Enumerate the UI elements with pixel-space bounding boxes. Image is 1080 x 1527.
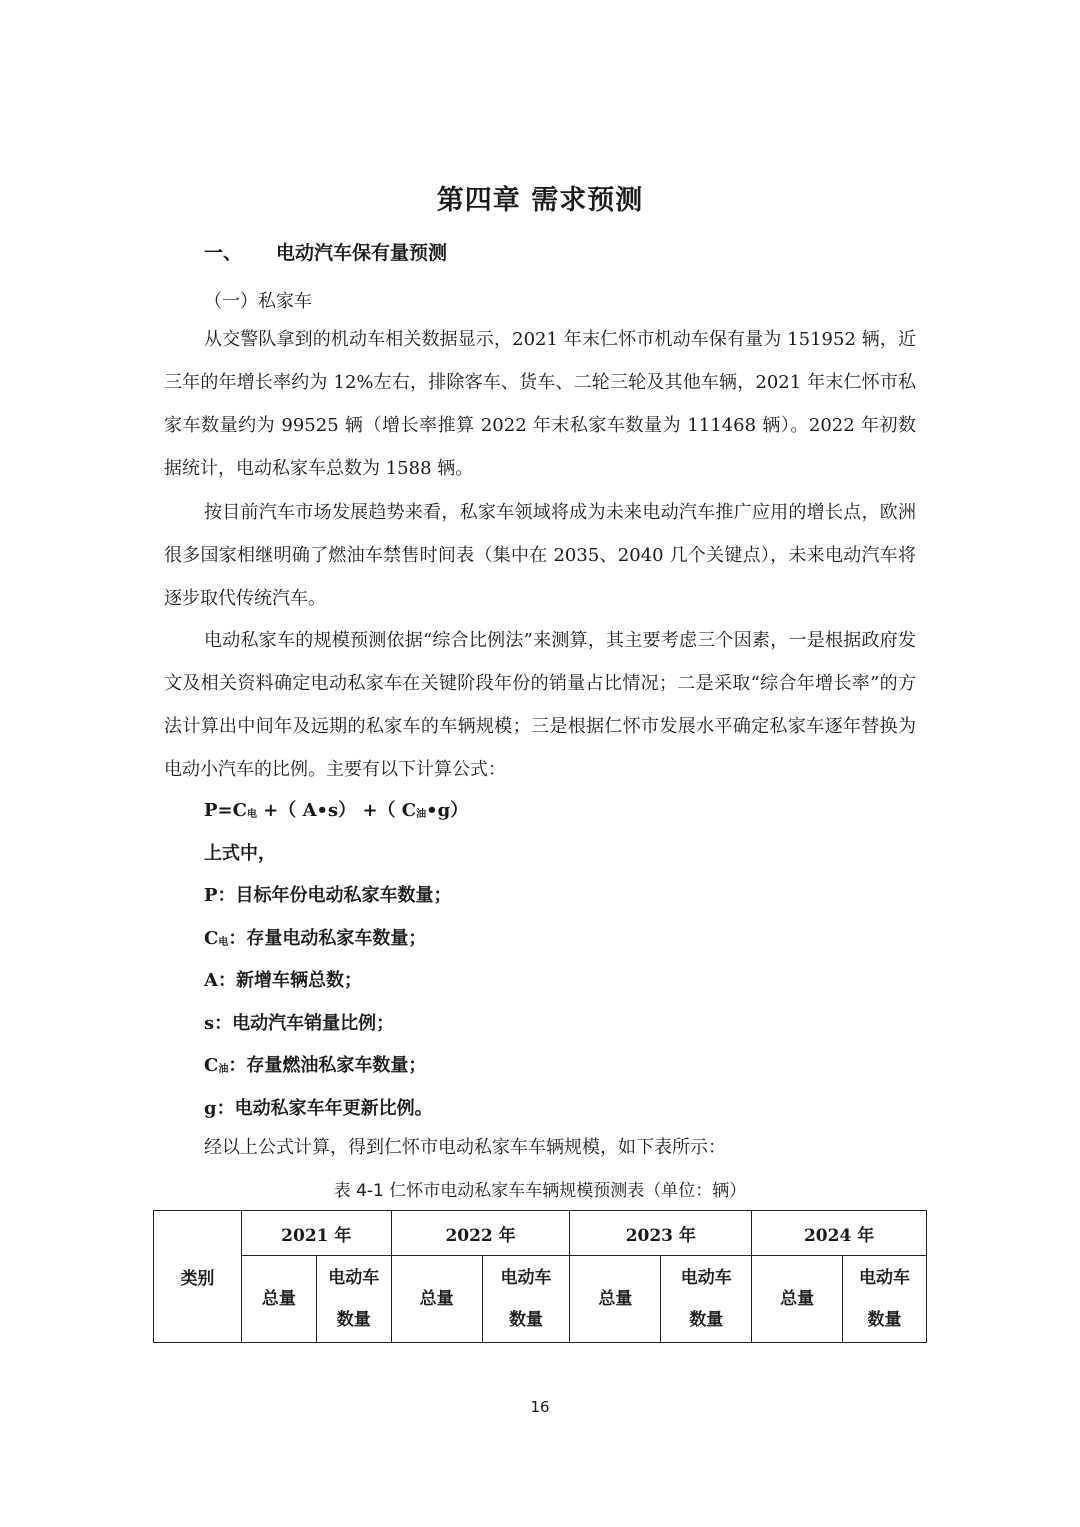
forecast-table: [153, 1210, 927, 1343]
year-header: 2021 年: [241, 1211, 391, 1256]
section-heading: [204, 238, 447, 265]
section-title: 电动汽车保有量预测: [276, 242, 448, 264]
table-caption: 表 4-1 仁怀市电动私家车车辆规模预测表（单位：辆）: [333, 1181, 747, 1201]
ev-count-header: 电动车 数量: [661, 1256, 752, 1343]
paragraph-conclusion: 经以上公式计算，得到仁怀市电动私家车车辆规模，如下表所示：: [204, 1137, 726, 1158]
category-header: 类别: [154, 1211, 242, 1343]
definition-s: s：电动汽车销量比例；: [204, 1012, 395, 1034]
ev-count-header: 电动车 数量: [843, 1256, 927, 1343]
total-header: 总量: [752, 1256, 843, 1343]
year-header: 2024 年: [752, 1211, 927, 1256]
chapter-title: 第四章 需求预测: [436, 185, 644, 216]
paragraph-market-trend: 按目前汽车市场发展趋势来看，私家车领域将成为未来电动汽车推广应用的增长点，欧洲很多国家相继明确了燃油车禁售时间表（集中在 2035、2040 几个关键点），未来电动汽车将逐步取代传统汽车。: [164, 502, 916, 609]
ev-count-header: 电动车 数量: [482, 1256, 570, 1343]
paragraph-vehicle-stats: 从交警队拿到的机动车相关数据显示，2021 年末仁怀市机动车保有量为 151952 辆，近三年的年增长率约为 12%左右，排除客车、货车、二轮三轮及其他车辆，2021 年末仁怀市私家车数量约为 99525 辆（增长率推算 2022 年末私家车数量为 111468 辆）。2022 年初数据统计，电动私家车总数为 1588 辆。: [164, 329, 916, 479]
formula: P=C电 +（ A•s） +（ C油•g）: [204, 800, 469, 821]
definition-c-fuel: C油：存量燃油私家车数量；: [204, 1055, 427, 1076]
definition-p: P：目标年份电动私家车数量；: [204, 885, 452, 906]
section-number: 一、: [204, 242, 243, 264]
year-header: 2023 年: [570, 1211, 752, 1256]
total-header: 总量: [241, 1256, 316, 1343]
formula-block: [204, 790, 468, 1130]
where-label: 上式中，: [204, 842, 276, 864]
table-header-row: [154, 1211, 927, 1256]
definition-c-electric: C电：存量电动私家车数量；: [204, 927, 427, 949]
ev-count-header: 电动车 数量: [316, 1256, 391, 1343]
page-number: 16: [530, 1398, 550, 1416]
total-header: 总量: [391, 1256, 482, 1343]
subsection-heading: （一）私家车: [204, 291, 312, 312]
total-header: 总量: [570, 1256, 661, 1343]
table-subheader-row: [154, 1256, 927, 1343]
year-header: 2022 年: [391, 1211, 570, 1256]
paragraph-method: 电动私家车的规模预测依据“综合比例法”来测算，其主要考虑三个因素，一是根据政府发文及相关资料确定电动私家车在关键阶段年份的销量占比情况；二是采取“综合年增长率”的方法计算出中间年及远期的私家车的车辆规模；三是根据仁怀市发展水平确定私家车逐年替换为电动小汽车的比例。主要有以下计算公式：: [164, 630, 916, 780]
definition-g: g：电动私家车年更新比例。: [204, 1097, 433, 1119]
definition-a: A：新增车辆总数；: [204, 970, 362, 991]
